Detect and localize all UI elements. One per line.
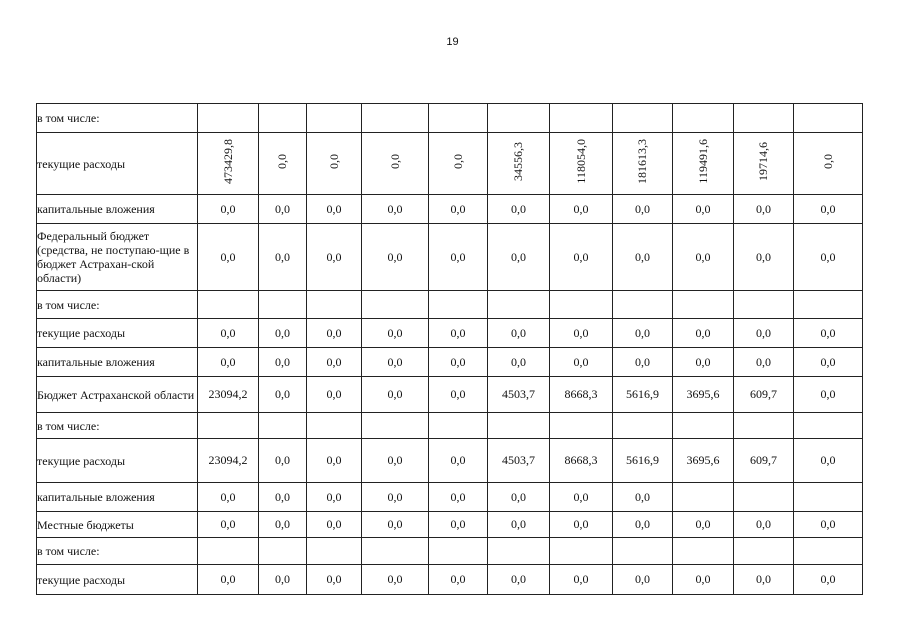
table-row — [37, 319, 863, 348]
value-text: 0,0 — [820, 154, 835, 169]
value-cell: 0,0 — [734, 319, 794, 348]
value-cell — [613, 538, 673, 565]
value-cell: 0,0 — [673, 319, 734, 348]
value-cell — [362, 104, 429, 133]
row-label: в том числе: — [37, 538, 198, 565]
value-cell — [259, 538, 307, 565]
value-cell — [734, 483, 794, 512]
table-row — [37, 413, 863, 439]
value-cell: 0,0 — [673, 224, 734, 291]
row-label: капитальные вложения — [37, 195, 198, 224]
value-cell: 0,0 — [429, 377, 488, 413]
row-label: капитальные вложения — [37, 483, 198, 512]
value-cell — [734, 133, 794, 195]
value-cell: 23094,2 — [198, 439, 259, 483]
value-cell: 0,0 — [613, 565, 673, 595]
value-cell — [429, 104, 488, 133]
value-cell — [488, 291, 550, 319]
value-cell: 0,0 — [429, 224, 488, 291]
value-cell: 0,0 — [307, 439, 362, 483]
value-text: 34556,3 — [511, 142, 525, 181]
value-text: 118054,0 — [573, 139, 588, 184]
value-cell — [794, 104, 863, 133]
value-cell: 0,0 — [673, 512, 734, 538]
value-cell — [362, 538, 429, 565]
row-label: Местные бюджеты — [37, 512, 198, 538]
table-row — [37, 195, 863, 224]
value-cell — [613, 413, 673, 439]
value-cell: 4503,7 — [488, 377, 550, 413]
value-cell: 0,0 — [429, 319, 488, 348]
value-cell: 0,0 — [307, 377, 362, 413]
value-cell — [734, 104, 794, 133]
value-cell: 0,0 — [550, 348, 613, 377]
value-cell: 0,0 — [259, 565, 307, 595]
value-cell — [550, 291, 613, 319]
value-cell: 0,0 — [794, 565, 863, 595]
value-cell: 3695,6 — [673, 377, 734, 413]
row-label: текущие расходы — [37, 565, 198, 595]
value-cell: 0,0 — [362, 483, 429, 512]
value-text: 0,0 — [275, 154, 289, 169]
value-cell: 23094,2 — [198, 377, 259, 413]
value-cell: 0,0 — [307, 565, 362, 595]
value-cell: 0,0 — [550, 512, 613, 538]
value-cell: 3695,6 — [673, 439, 734, 483]
value-cell: 0,0 — [613, 512, 673, 538]
table-body — [37, 104, 863, 595]
table-row — [37, 133, 863, 195]
value-cell: 0,0 — [198, 224, 259, 291]
value-cell: 0,0 — [362, 439, 429, 483]
value-text: 0,0 — [326, 154, 341, 169]
value-cell: 0,0 — [259, 319, 307, 348]
value-text: 473429,8 — [220, 139, 235, 184]
value-cell: 0,0 — [307, 195, 362, 224]
value-cell — [307, 413, 362, 439]
value-cell: 0,0 — [488, 565, 550, 595]
value-cell — [259, 291, 307, 319]
value-cell — [362, 413, 429, 439]
value-cell: 0,0 — [613, 224, 673, 291]
value-cell: 0,0 — [259, 483, 307, 512]
value-cell — [259, 133, 307, 195]
value-cell: 0,0 — [362, 512, 429, 538]
value-cell: 0,0 — [362, 565, 429, 595]
value-cell: 0,0 — [259, 377, 307, 413]
value-cell — [673, 538, 734, 565]
value-cell — [794, 483, 863, 512]
value-cell — [613, 104, 673, 133]
value-cell: 0,0 — [613, 195, 673, 224]
value-cell: 0,0 — [307, 319, 362, 348]
value-cell: 0,0 — [362, 377, 429, 413]
budget-table — [36, 103, 863, 595]
value-cell — [198, 104, 259, 133]
value-cell — [734, 538, 794, 565]
row-label: Федеральный бюджет (средства, не поступаю-щие в бюджет Астрахан-ской области) — [37, 224, 198, 291]
value-cell — [488, 104, 550, 133]
value-cell: 0,0 — [794, 195, 863, 224]
value-cell — [794, 291, 863, 319]
value-cell: 0,0 — [362, 348, 429, 377]
value-cell — [362, 291, 429, 319]
value-cell — [429, 413, 488, 439]
value-cell — [198, 291, 259, 319]
value-cell: 0,0 — [488, 348, 550, 377]
value-cell — [550, 133, 613, 195]
value-cell: 0,0 — [550, 319, 613, 348]
value-cell: 0,0 — [429, 512, 488, 538]
value-cell — [488, 413, 550, 439]
value-cell: 0,0 — [488, 224, 550, 291]
value-cell: 5616,9 — [613, 377, 673, 413]
value-text: 19714,6 — [756, 142, 770, 181]
value-cell: 0,0 — [613, 483, 673, 512]
value-cell: 0,0 — [794, 319, 863, 348]
value-cell: 8668,3 — [550, 377, 613, 413]
value-cell: 0,0 — [488, 319, 550, 348]
value-cell — [429, 538, 488, 565]
value-cell: 609,7 — [734, 439, 794, 483]
table-row — [37, 377, 863, 413]
value-cell — [307, 538, 362, 565]
value-cell: 0,0 — [488, 483, 550, 512]
value-text: 0,0 — [387, 154, 402, 169]
row-label: в том числе: — [37, 291, 198, 319]
value-cell: 0,0 — [259, 195, 307, 224]
value-cell: 0,0 — [429, 483, 488, 512]
value-cell — [198, 133, 259, 195]
value-cell — [613, 291, 673, 319]
value-cell: 0,0 — [259, 439, 307, 483]
value-cell — [307, 291, 362, 319]
table-row — [37, 439, 863, 483]
value-cell: 8668,3 — [550, 439, 613, 483]
value-cell: 0,0 — [794, 224, 863, 291]
value-cell — [198, 413, 259, 439]
value-cell — [488, 538, 550, 565]
value-cell: 0,0 — [429, 348, 488, 377]
value-cell — [673, 133, 734, 195]
row-label: в том числе: — [37, 413, 198, 439]
value-cell: 0,0 — [198, 348, 259, 377]
value-cell: 0,0 — [673, 565, 734, 595]
value-cell — [259, 104, 307, 133]
value-cell: 0,0 — [307, 483, 362, 512]
row-label: текущие расходы — [37, 319, 198, 348]
value-cell: 0,0 — [794, 439, 863, 483]
value-cell — [550, 104, 613, 133]
value-cell — [550, 538, 613, 565]
table-row — [37, 538, 863, 565]
value-cell — [673, 413, 734, 439]
value-cell — [429, 291, 488, 319]
value-cell — [488, 133, 550, 195]
value-cell — [362, 133, 429, 195]
value-cell — [307, 133, 362, 195]
value-cell: 0,0 — [429, 439, 488, 483]
value-cell: 0,0 — [307, 512, 362, 538]
value-cell: 0,0 — [259, 512, 307, 538]
value-cell — [429, 133, 488, 195]
value-cell: 0,0 — [794, 377, 863, 413]
value-cell — [550, 413, 613, 439]
table-row — [37, 224, 863, 291]
value-text: 0,0 — [450, 154, 465, 169]
value-cell — [734, 413, 794, 439]
row-label: текущие расходы — [37, 133, 198, 195]
value-cell — [673, 291, 734, 319]
row-label: в том числе: — [37, 104, 198, 133]
table-row — [37, 104, 863, 133]
value-text: 119491,6 — [695, 139, 710, 184]
value-cell: 609,7 — [734, 377, 794, 413]
value-cell: 0,0 — [198, 195, 259, 224]
table-row — [37, 483, 863, 512]
value-cell: 0,0 — [734, 348, 794, 377]
value-cell: 0,0 — [550, 565, 613, 595]
value-cell: 0,0 — [198, 512, 259, 538]
value-cell: 4503,7 — [488, 439, 550, 483]
value-cell: 0,0 — [673, 195, 734, 224]
row-label: капитальные вложения — [37, 348, 198, 377]
table-row — [37, 512, 863, 538]
value-text: 181613,3 — [635, 139, 649, 184]
value-cell: 0,0 — [198, 565, 259, 595]
row-label: Бюджет Астраханской области — [37, 377, 198, 413]
value-cell: 0,0 — [613, 319, 673, 348]
value-cell — [673, 483, 734, 512]
value-cell — [794, 413, 863, 439]
value-cell: 0,0 — [734, 224, 794, 291]
value-cell: 0,0 — [429, 195, 488, 224]
value-cell: 0,0 — [259, 224, 307, 291]
value-cell: 0,0 — [198, 483, 259, 512]
value-cell — [259, 413, 307, 439]
value-cell — [734, 291, 794, 319]
value-cell — [198, 538, 259, 565]
value-cell: 0,0 — [734, 512, 794, 538]
value-cell: 0,0 — [734, 565, 794, 595]
value-cell: 0,0 — [550, 195, 613, 224]
value-cell: 0,0 — [259, 348, 307, 377]
value-cell: 0,0 — [488, 195, 550, 224]
value-cell — [307, 104, 362, 133]
value-cell — [794, 538, 863, 565]
table-row — [37, 291, 863, 319]
value-cell: 0,0 — [307, 348, 362, 377]
row-label: текущие расходы — [37, 439, 198, 483]
value-cell — [794, 133, 863, 195]
value-cell: 0,0 — [362, 195, 429, 224]
value-cell — [613, 133, 673, 195]
value-cell: 0,0 — [613, 348, 673, 377]
value-cell: 0,0 — [429, 565, 488, 595]
value-cell: 5616,9 — [613, 439, 673, 483]
value-cell: 0,0 — [488, 512, 550, 538]
value-cell: 0,0 — [794, 512, 863, 538]
value-cell: 0,0 — [362, 319, 429, 348]
value-cell: 0,0 — [673, 348, 734, 377]
value-cell: 0,0 — [794, 348, 863, 377]
value-cell — [673, 104, 734, 133]
value-cell: 0,0 — [307, 224, 362, 291]
page-number: 19 — [446, 36, 459, 48]
value-cell: 0,0 — [362, 224, 429, 291]
value-cell: 0,0 — [198, 319, 259, 348]
value-cell: 0,0 — [734, 195, 794, 224]
value-cell: 0,0 — [550, 483, 613, 512]
value-cell: 0,0 — [550, 224, 613, 291]
table-row — [37, 348, 863, 377]
table-row — [37, 565, 863, 595]
